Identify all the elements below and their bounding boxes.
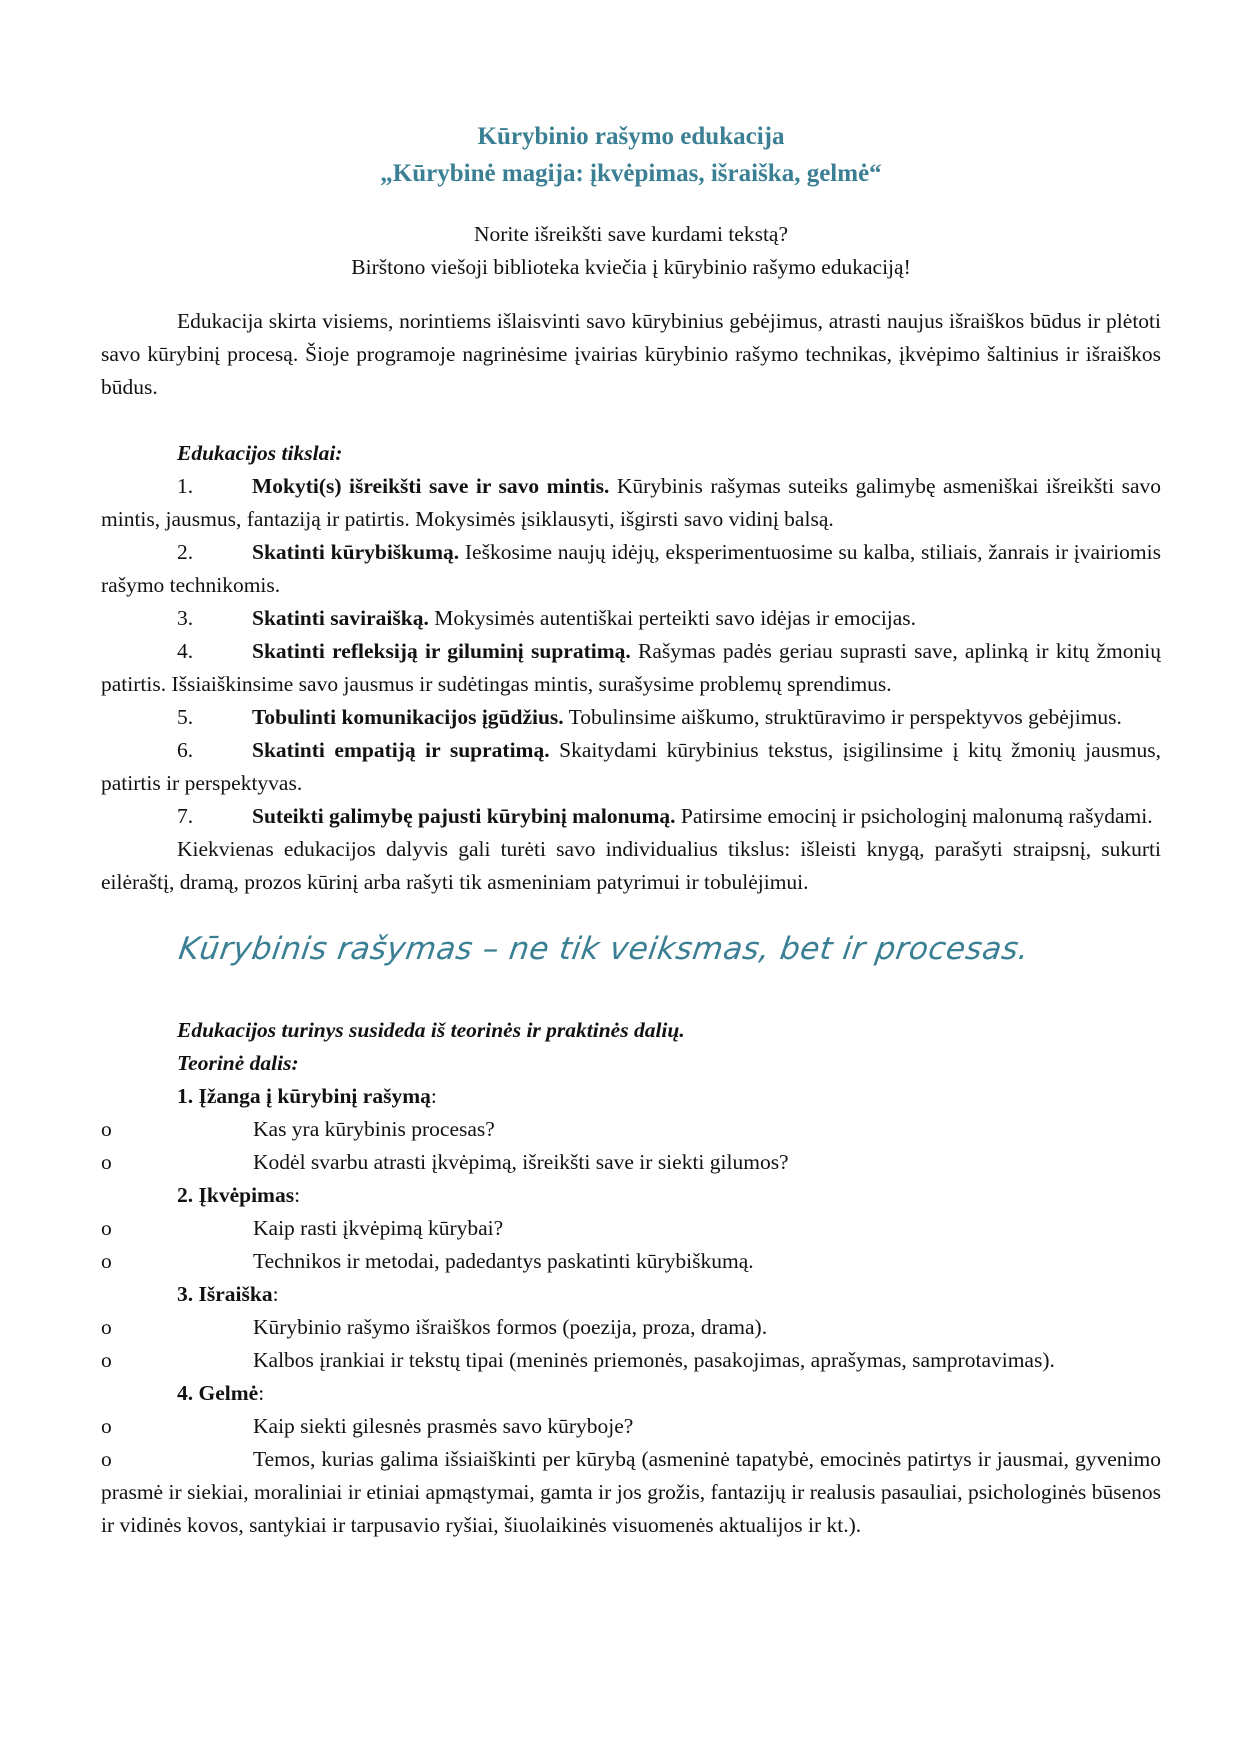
- goals-heading: Edukacijos tikslai:: [177, 441, 343, 465]
- goal-item: [101, 470, 1161, 536]
- section-colon: :: [258, 1381, 265, 1405]
- goal-text: Skaitydami kūrybinius tekstus, įsigilinsime į kitų žmonių jausmus, patirtis ir perspektyvas.: [101, 738, 1161, 795]
- bullet-mark: o: [101, 1150, 112, 1174]
- bullet-mark: o: [101, 1348, 112, 1372]
- bullet-text: Kas yra kūrybinis procesas?: [253, 1117, 495, 1141]
- goal-number: 2.: [177, 540, 194, 564]
- goal-number: 4.: [177, 639, 194, 663]
- theory-heading: Teorinė dalis:: [177, 1051, 299, 1075]
- goal-title: Suteikti galimybę pajusti kūrybinį malonumą.: [252, 804, 676, 828]
- intro-block: [101, 218, 1161, 284]
- goal-text: Rašymas padės geriau suprasti save, aplinką ir kitų žmonių patirtis. Išsiaiškinsime savo jausmus ir sudėtingas mintis, surašysime problemų sprendimus.: [101, 639, 1161, 696]
- section-colon: :: [430, 1084, 437, 1108]
- goal-item: [101, 536, 1161, 602]
- goal-number: 5.: [177, 705, 194, 729]
- bullet-item: [101, 1212, 1161, 1245]
- goal-item: [101, 701, 1161, 734]
- goal-text: Mokysimės autentiškai perteikti savo idėjas ir emocijas.: [428, 606, 917, 630]
- intro-line-2: Birštono viešoji biblioteka kviečia į kūrybinio rašymo edukaciją!: [351, 255, 911, 279]
- section-title: [101, 1179, 1161, 1212]
- bullet-text: Temos, kurias galima išsiaiškinti per kūrybą (asmeninė tapatybė, emocinės patirtys ir jausmai, gyvenimo prasmė ir siekiai, moraliniai ir etiniai apmąstymai, gamta ir jos grožis, fantazijų ir realusis pasauliai, psichologinės būsenos ir vidinės kovos, santykiai ir tarpusavio ryšiai, šiuolaikinės visuomenės aktualijos ir kt.).: [101, 1447, 1161, 1537]
- title-line-2: „Kūrybinė magija: įkvėpimas, išraiška, gelmė“: [380, 160, 882, 187]
- slogan: Kūrybinis rašymas – ne tik veiksmas, bet ir procesas.: [176, 931, 1032, 967]
- bullet-text: Kodėl svarbu atrasti įkvėpimą, išreikšti save ir siekti gilumos?: [253, 1150, 789, 1174]
- section-colon: :: [272, 1282, 279, 1306]
- goals-list: [101, 470, 1161, 833]
- goal-number: 7.: [177, 804, 194, 828]
- goal-number: 1.: [177, 474, 194, 498]
- goal-item: [101, 635, 1161, 701]
- section-title-text: 2. Įkvėpimas: [177, 1183, 295, 1207]
- description-paragraph: Edukacija skirta visiems, norintiems išlaisvinti savo kūrybinius gebėjimus, atrasti naujus išraiškos būdus ir plėtoti savo kūrybinį procesą. Šioje programoje nagrinėsime įvairias kūrybinio rašymo technikas, įkvėpimo šaltinius ir išraiškos būdus.: [101, 309, 1161, 399]
- goal-text: Tobulinsime aiškumo, struktūravimo ir perspektyvos gebėjimus.: [563, 705, 1122, 729]
- bullet-text: Kalbos įrankiai ir tekstų tipai (meninės priemonės, pasakojimas, aprašymas, samprotavimas).: [253, 1348, 1055, 1372]
- bullet-mark: o: [101, 1414, 112, 1438]
- bullet-item: [101, 1344, 1161, 1377]
- intro-line-1: Norite išreikšti save kurdami tekstą?: [473, 222, 789, 246]
- bullet-text: Technikos ir metodai, padedantys paskatinti kūrybiškumą.: [253, 1249, 754, 1273]
- bullet-item: [101, 1245, 1161, 1278]
- content-heading: Edukacijos turinys susideda iš teorinės ir praktinės dalių.: [177, 1018, 685, 1042]
- goal-title: Tobulinti komunikacijos įgūdžius.: [252, 705, 564, 729]
- goal-item: [101, 734, 1161, 800]
- section-title: [101, 1377, 1161, 1410]
- goal-title: Skatinti kūrybiškumą.: [252, 540, 460, 564]
- goals-closing-paragraph: Kiekvienas edukacijos dalyvis gali turėti savo individualius tikslus: išleisti knygą, parašyti straipsnį, sukurti eilėraštį, dramą, prozos kūrinį arba rašyti tik asmeniniam patyrimui ir tobulėjimui.: [101, 837, 1161, 894]
- section-title-text: 3. Išraiška: [177, 1282, 273, 1306]
- bullet-item: [101, 1146, 1161, 1179]
- goal-text: Kūrybinis rašymas suteiks galimybę asmeniškai išreikšti savo mintis, jausmus, fantaziją ir patirtis. Mokysimės įsiklausyti, išgirsti savo vidinį balsą.: [101, 474, 1161, 531]
- bullet-mark: o: [101, 1249, 112, 1273]
- goal-title: Skatinti refleksiją ir giluminį supratimą.: [252, 639, 631, 663]
- bullet-item: [101, 1311, 1161, 1344]
- bullet-text: Kaip rasti įkvėpimą kūrybai?: [253, 1216, 504, 1240]
- goal-title: Skatinti saviraišką.: [252, 606, 429, 630]
- title-line-1: Kūrybinio rašymo edukacija: [477, 123, 785, 150]
- goal-number: 6.: [177, 738, 194, 762]
- bullet-item: [101, 1113, 1161, 1146]
- goal-title: Mokyti(s) išreikšti save ir savo mintis.: [252, 474, 610, 498]
- goal-item: [101, 602, 1161, 635]
- bullet-mark: o: [101, 1447, 112, 1471]
- bullet-item: [101, 1443, 1161, 1542]
- theory-section: [101, 1278, 1161, 1377]
- goal-text: Patirsime emocinį ir psichologinį malonumą rašydami.: [675, 804, 1153, 828]
- bullet-mark: o: [101, 1117, 112, 1141]
- goal-title: Skatinti empatiją ir supratimą.: [252, 738, 550, 762]
- theory-section: [101, 1179, 1161, 1278]
- theory-section: [101, 1377, 1161, 1542]
- bullet-text: Kūrybinio rašymo išraiškos formos (poezija, proza, drama).: [253, 1315, 768, 1339]
- bullet-mark: o: [101, 1315, 112, 1339]
- goal-number: 3.: [177, 606, 194, 630]
- goal-text: Ieškosime naujų idėjų, eksperimentuosime su kalba, stiliais, žanrais ir įvairiomis rašymo technikomis.: [101, 540, 1161, 597]
- bullet-mark: o: [101, 1216, 112, 1240]
- section-title-text: 1. Įžanga į kūrybinį rašymą: [177, 1084, 431, 1108]
- theory-section: [101, 1080, 1161, 1179]
- document-title: [101, 118, 1161, 192]
- bullet-text: Kaip siekti gilesnės prasmės savo kūryboje?: [253, 1414, 634, 1438]
- section-title-text: 4. Gelmė: [177, 1381, 259, 1405]
- goal-item: [101, 800, 1161, 833]
- bullet-item: [101, 1410, 1161, 1443]
- section-title: [101, 1080, 1161, 1113]
- section-title: [101, 1278, 1161, 1311]
- section-colon: :: [294, 1183, 301, 1207]
